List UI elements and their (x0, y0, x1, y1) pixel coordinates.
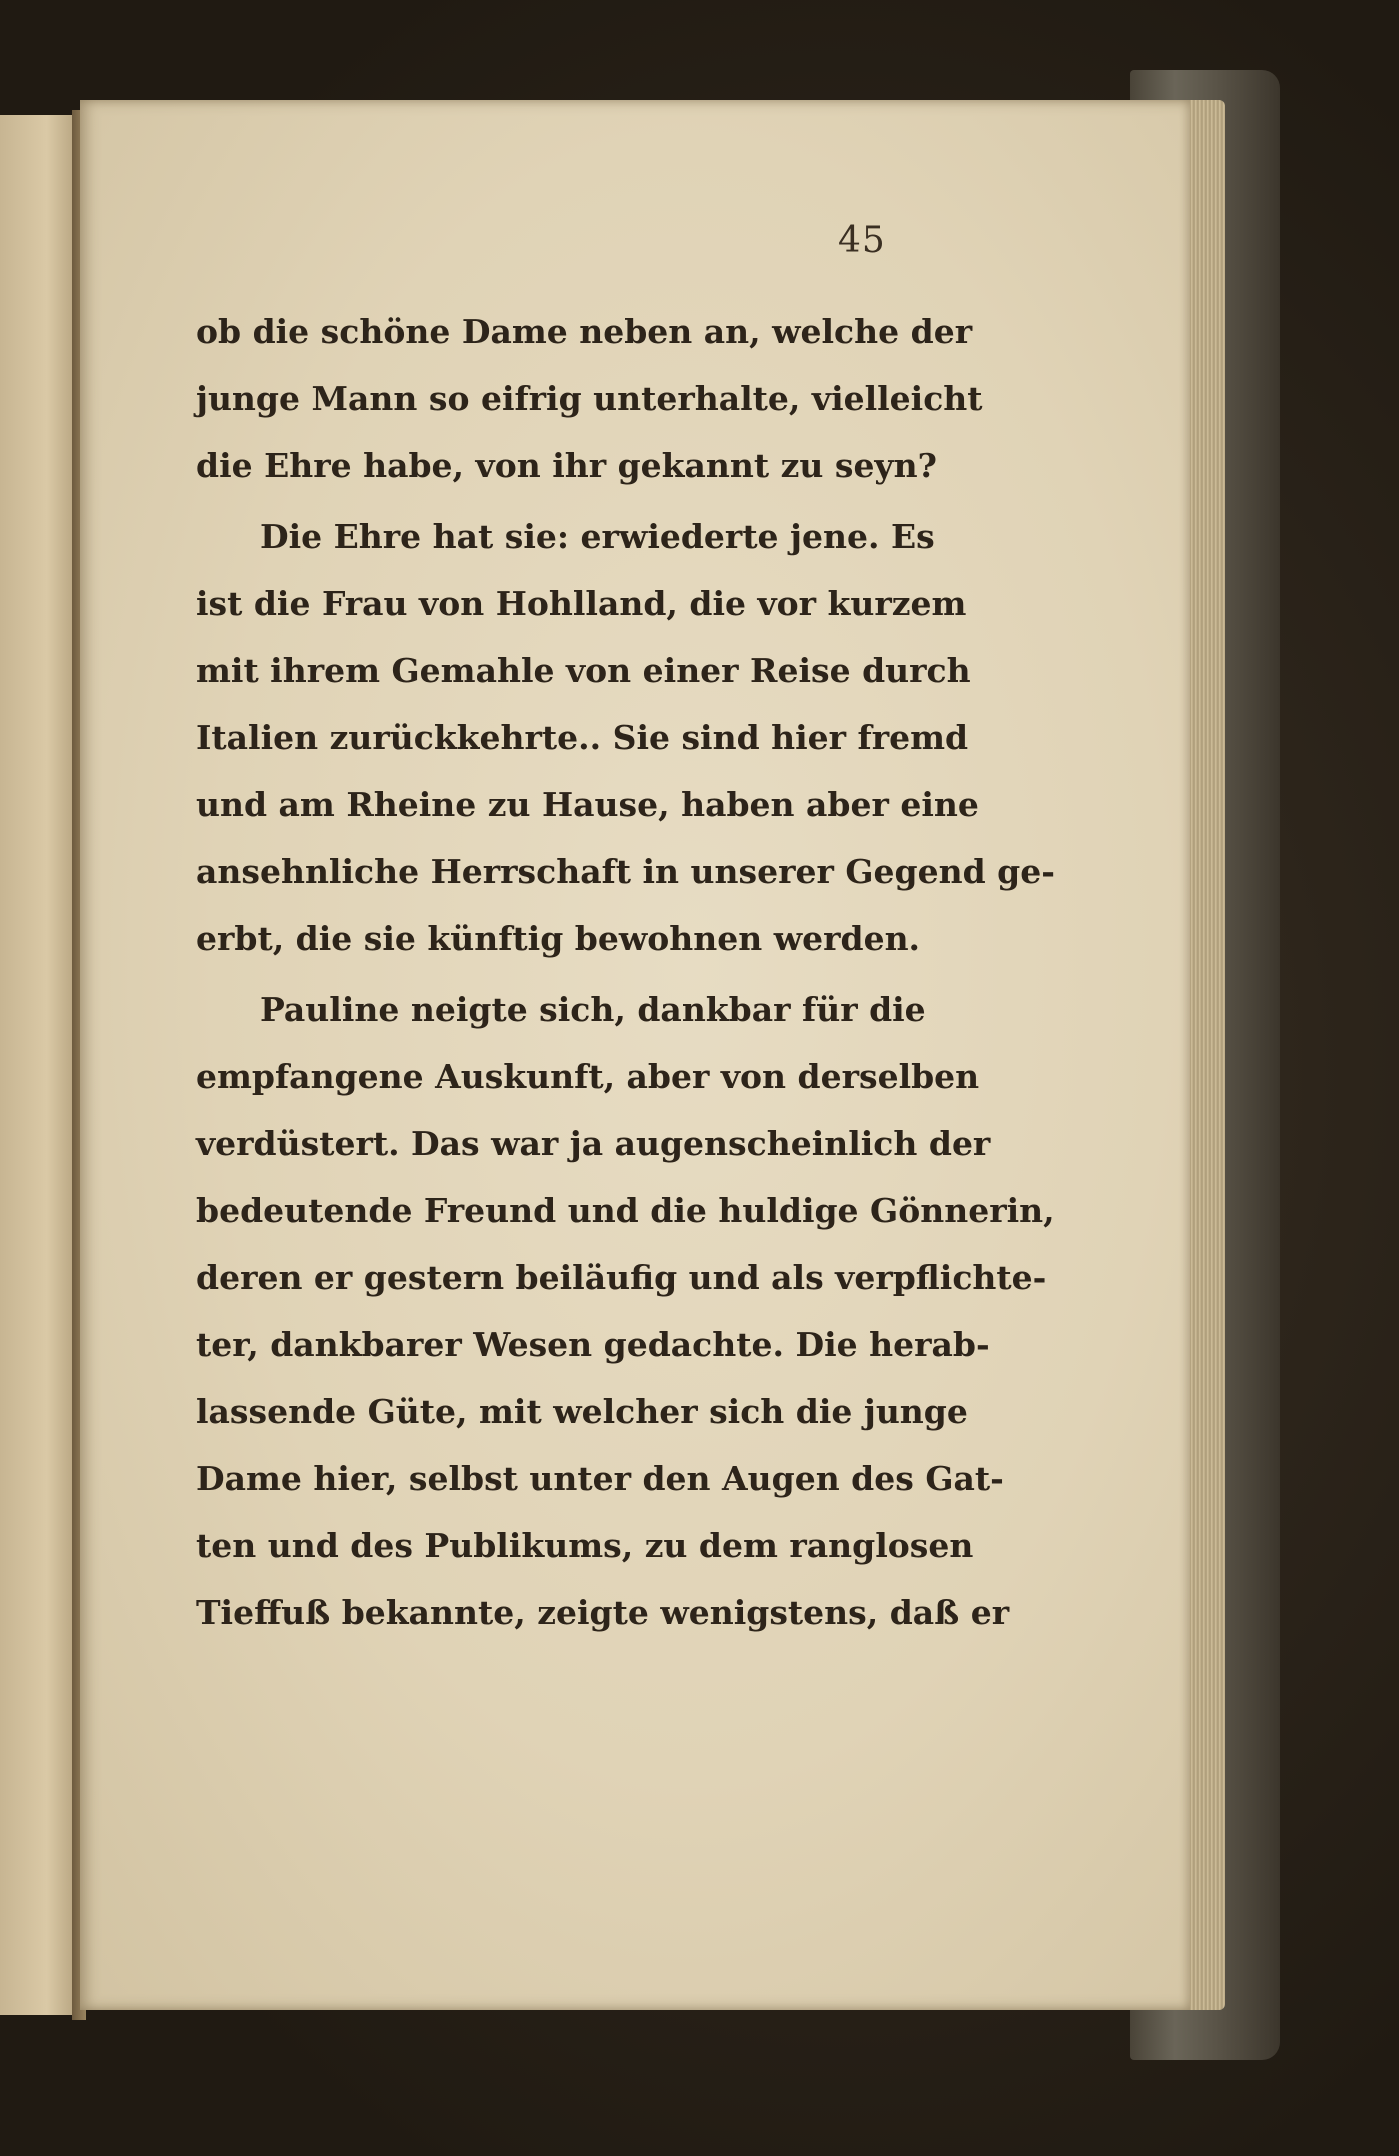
text-line: und am Rheine zu Hause, haben aber eine (196, 785, 979, 824)
text-line: Pauline neigte sich, dankbar für die (260, 990, 926, 1029)
text-line: Die Ehre hat sie: erwiederte jene. Es (260, 517, 935, 556)
text-line: lassende Güte, mit welcher sich die junge (196, 1392, 968, 1431)
text-line: ist die Frau von Hohlland, die vor kurzem (196, 584, 967, 623)
text-line: mit ihrem Gemahle von einer Reise durch (196, 651, 971, 690)
text-line: Tieffuß bekannte, zeigte wenigstens, daß er (196, 1593, 1010, 1632)
text-line: verdüstert. Das war ja augenscheinlich der (196, 1124, 991, 1163)
text-line: junge Mann so eifrig unterhalte, vielleicht (196, 379, 983, 418)
text-line: Dame hier, selbst unter den Augen des Gat- (196, 1459, 1004, 1498)
text-line: ob die schöne Dame neben an, welche der (196, 312, 973, 351)
text-line: bedeutende Freund und die huldige Gönnerin, (196, 1191, 1055, 1230)
text-line: empfangene Auskunft, aber von derselben (196, 1057, 980, 1096)
text-line: deren er gestern beiläufig und als verpflichte- (196, 1258, 1047, 1297)
text-line: ansehnliche Herrschaft in unserer Gegend ge- (196, 852, 1055, 891)
facing-page (0, 115, 78, 2015)
body-text (196, 300, 1055, 1730)
text-line: erbt, die sie künftig bewohnen werden. (196, 919, 921, 958)
page-number: 45 (838, 220, 886, 261)
text-line: ten und des Publikums, zu dem ranglosen (196, 1526, 974, 1565)
text-line: Italien zurückkehrte.. Sie sind hier fremd (196, 718, 969, 757)
text-line: ter, dankbarer Wesen gedachte. Die herab- (196, 1325, 990, 1364)
text-line: die Ehre habe, von ihr gekannt zu seyn? (196, 446, 937, 485)
